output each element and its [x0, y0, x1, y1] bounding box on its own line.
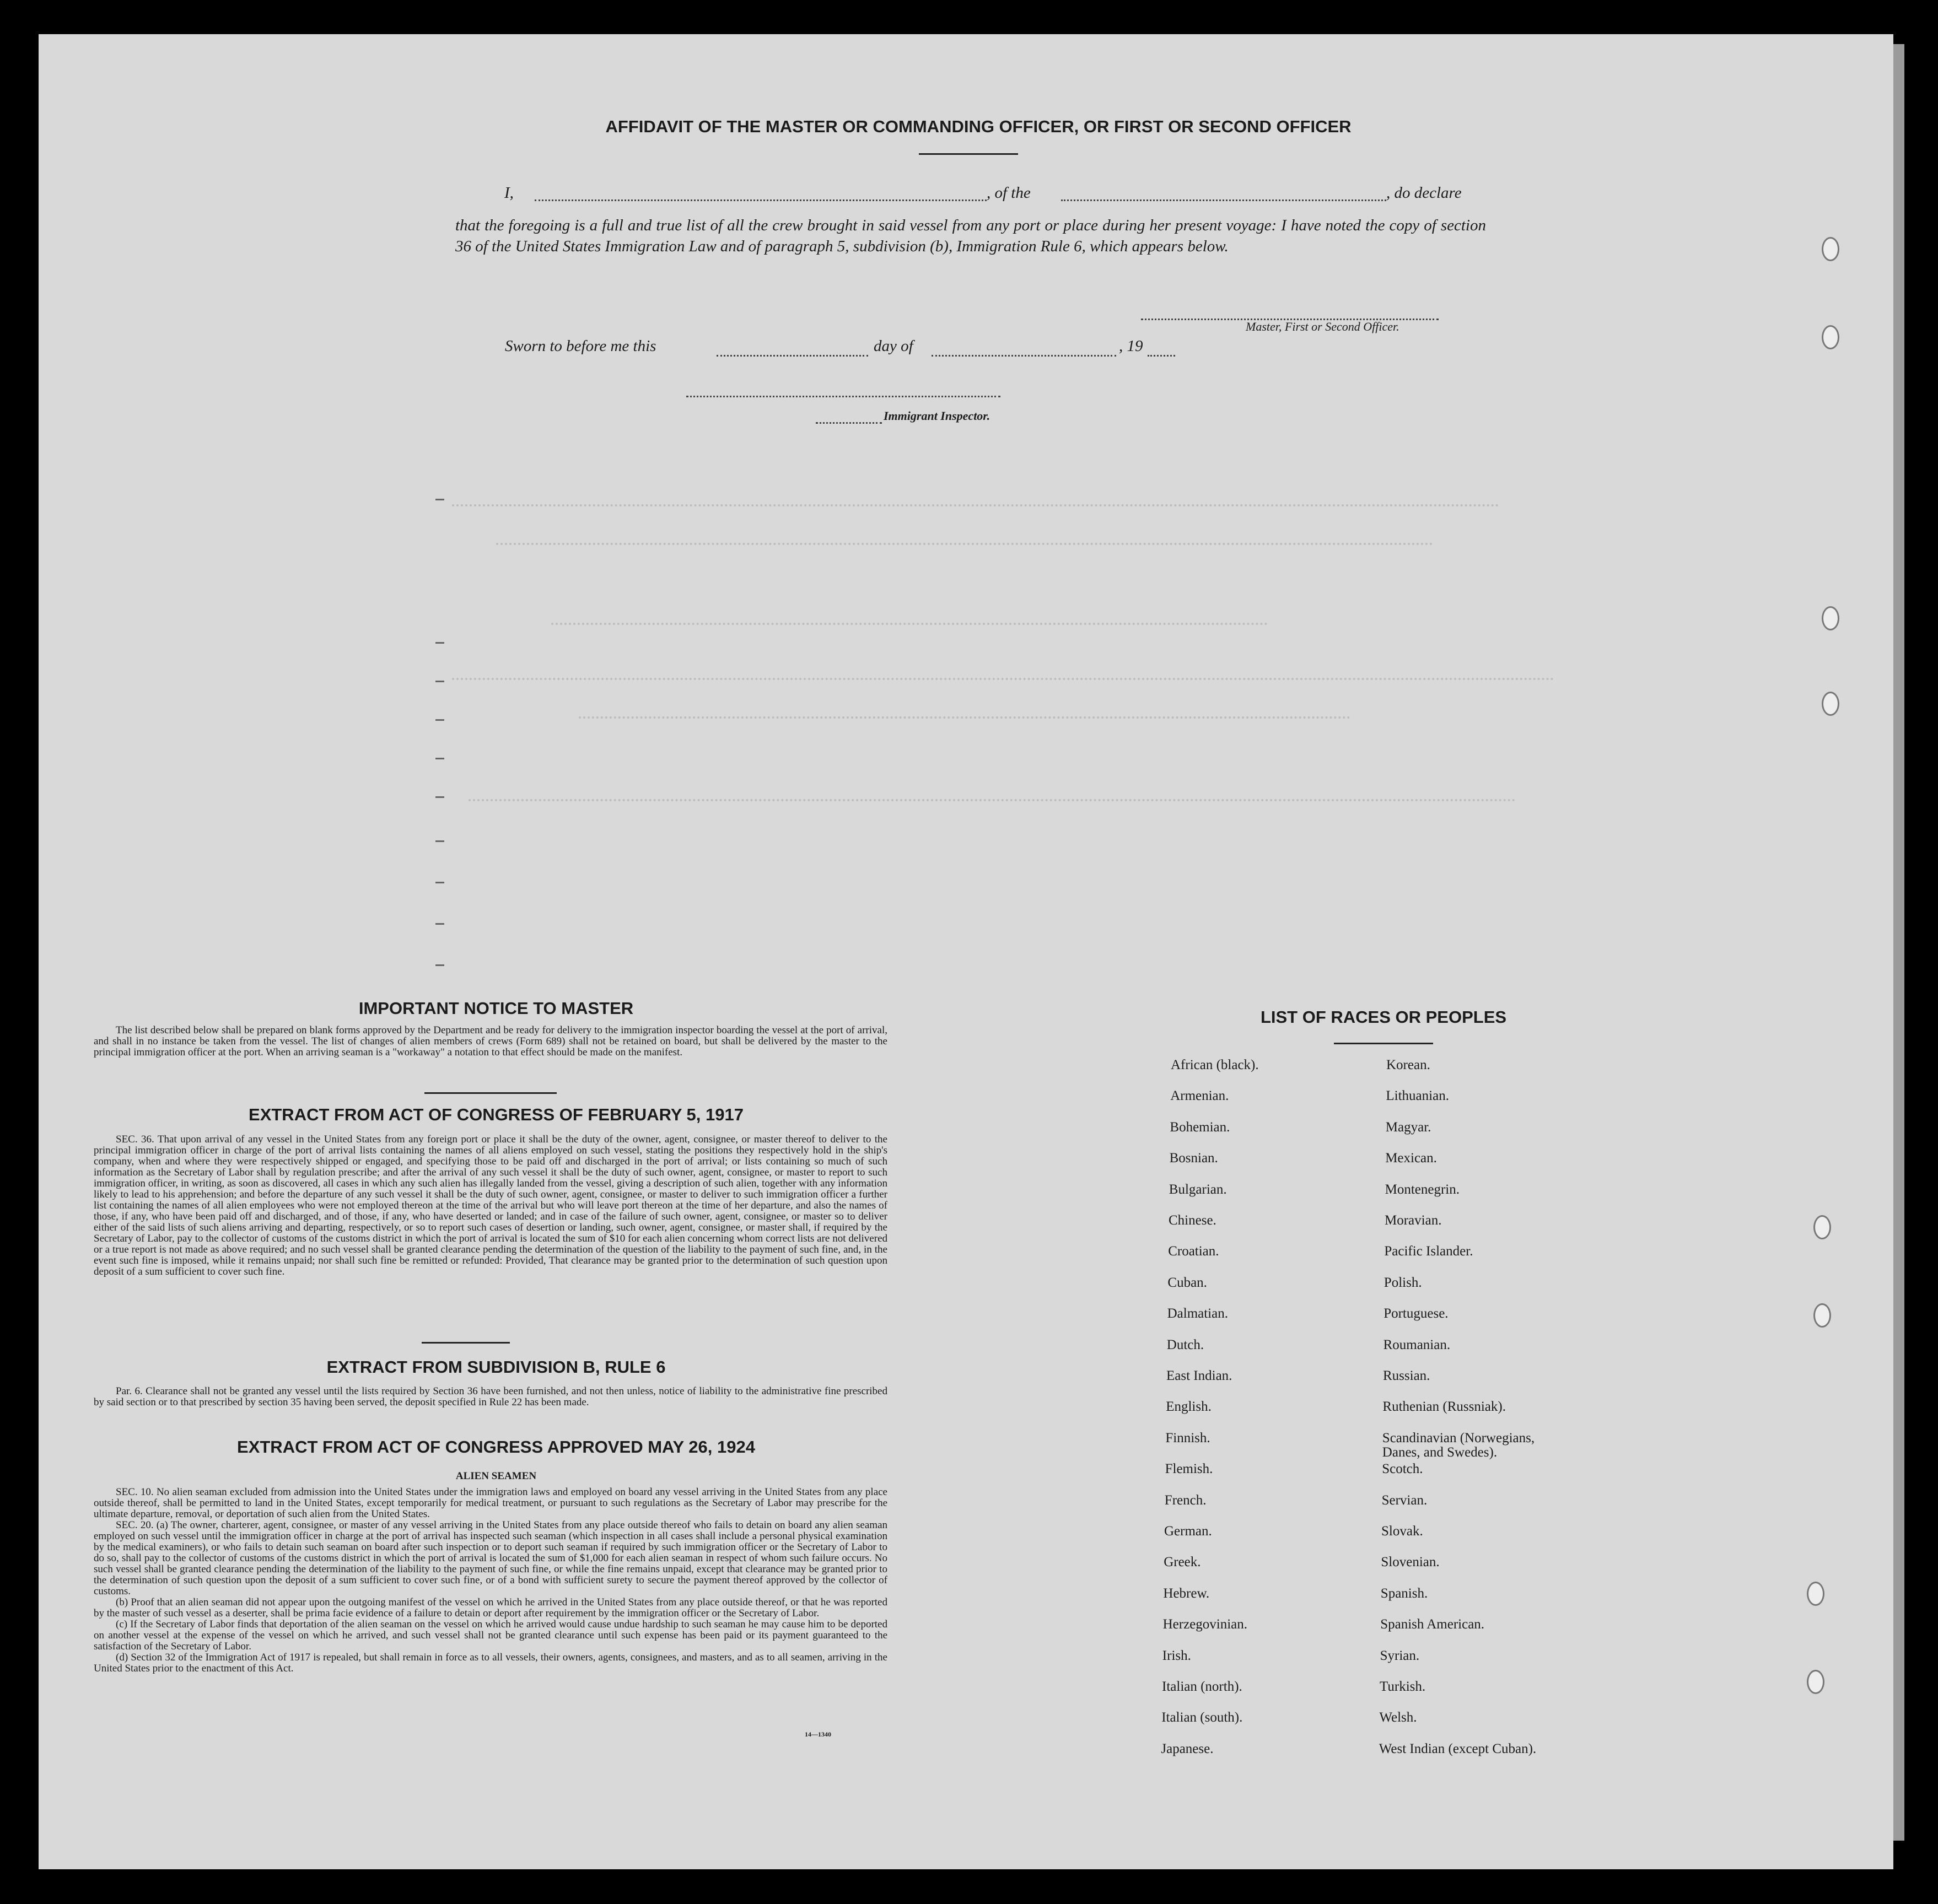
race-item: Scotch. — [1382, 1461, 1423, 1477]
act-1924-text — [94, 1487, 887, 1674]
race-item: Chinese. — [1169, 1213, 1216, 1228]
race-item: Flemish. — [1165, 1461, 1213, 1477]
inspector-blank[interactable] — [686, 396, 1000, 397]
act-1917-text — [94, 1134, 887, 1277]
notice-paragraph: The list described below shall be prepared on blank forms approved by the Department and be ready for delivery to the immigration inspector boarding the vessel at the port of arrival, and shall in no instance be taken from the vessel. The list of changes of alien members of crews (Form 689) shall not be retained on board, but shall be delivered by the master to the principal immigration officer at the port. When an arriving seaman is a "workaway" a notation to that effect should be made on the manifest. — [94, 1024, 887, 1058]
inspector-lead — [816, 422, 882, 424]
race-item: Dalmatian. — [1167, 1306, 1228, 1322]
race-item: Croatian. — [1168, 1244, 1219, 1259]
race-item: Irish. — [1162, 1648, 1191, 1663]
binder-hole — [1822, 325, 1839, 349]
binder-hole — [1813, 1303, 1831, 1328]
year-blank[interactable] — [1148, 355, 1175, 357]
title-rule — [919, 153, 1018, 155]
bleed-through-line — [551, 623, 1268, 625]
race-item: Greek. — [1164, 1555, 1201, 1570]
binder-hole — [1822, 692, 1839, 716]
race-item: East Indian. — [1166, 1368, 1232, 1383]
bleed-through-line — [452, 678, 1554, 680]
race-item: Welsh. — [1379, 1710, 1417, 1725]
binder-hole — [1822, 237, 1839, 261]
race-item: English. — [1166, 1399, 1212, 1415]
race-item: French. — [1164, 1492, 1207, 1508]
section-rule — [424, 1092, 557, 1094]
act-1924-title: EXTRACT FROM ACT OF CONGRESS APPROVED MAY 26, 1924 — [237, 1437, 755, 1457]
race-item: Mexican. — [1385, 1151, 1437, 1166]
race-item: Bohemian. — [1170, 1119, 1230, 1135]
race-item: West Indian (except Cuban). — [1379, 1741, 1537, 1756]
section-rule — [422, 1342, 510, 1344]
race-item: Finnish. — [1165, 1430, 1210, 1445]
race-item: Moravian. — [1385, 1213, 1442, 1228]
sec-36-paragraph: SEC. 36. That upon arrival of any vessel in the United States from any foreign port or place it shall be the duty of the owner, agent, consignee, or master thereof to deliver to the principal immigration officer in charge of the port of arrival lists containing the names of all aliens employed on such vessel, stating the positions they respectively hold in the ship's company, when and where they were respectively shipped or engaged, and specifying those to be paid off and discharged in the port of arrival; or lists containing so much of such information as the Secretary of Labor shall by regulation prescribe; and after the arrival of any such vessel it shall be the duty of such owner, agent, consignee, or master to report to such immigration officer, in writing, as soon as discovered, all cases in which any such alien has illegally landed from the vessel, giving a description of such alien, together with any information likely to lead to his apprehension; and before the departure of any such vessel it shall be the duty of such owner, agent, consignee, or master to deliver to such immigration officer a further list containing the names of all alien employees who were not employed thereon at the time of the arrival but who will leave port thereon at the time of her departure, and also the names of those, if any, who have been paid off and discharged, and of those, if any, who have deserted or landed; and in case of the failure of such owner, agent, consignee, or master so to deliver either of the said lists of such aliens arriving and departing, respectively, or so to report such cases of desertion or landing, such owner, agent, consignee, or master shall, if required by the Secretary of Labor, pay to the collector of customs of the customs district in which the port of arrival is located the sum of $10 for each alien concerning whom correct lists are not delivered or a true report is not made as above required; and no such vessel shall be granted clearance pending the determination of the question of the liability to the payment of such fine, and, in the event such fine is imposed, while it remains unpaid; nor shall such fine be remitted or refunded: Provided, That clearance may be granted prior to the determination of such question upon deposit of a sum sufficient to cover such fine. — [94, 1134, 887, 1277]
notice-text — [94, 1025, 887, 1058]
vessel-blank[interactable] — [1061, 199, 1386, 201]
day-of-label: day of — [874, 337, 913, 355]
inspector-label: Immigrant Inspector. — [884, 409, 990, 423]
par-6-paragraph: Par. 6. Clearance shall not be granted any vessel until the lists required by Section 36 have been furnished, and not then unless, notice of liability to the administrative fine prescribed by said section or to that prescribed by section 35 having been served, the deposit specified in Rule 22 has been made. — [94, 1385, 887, 1408]
affidavit-title: AFFIDAVIT OF THE MASTER OR COMMANDING OFFICER, OR FIRST OR SECOND OFFICER — [605, 117, 1352, 136]
margin-dash — [435, 796, 444, 798]
margin-dash — [435, 964, 444, 966]
bleed-through-line — [496, 543, 1433, 545]
race-item: Roumanian. — [1383, 1337, 1451, 1352]
sec-10-paragraph: SEC. 10. No alien seaman excluded from admission into the United States under the immigration laws and employed on board any vessel arriving in the United States from any place outside thereof, shall be permitted to land in the United States, except temporarily for medical treatment, or pursuant to such regulations as the Secretary of Labor may prescribe for the ultimate departure, removal, or deportation of such alien from the United States. — [94, 1486, 887, 1520]
rule-6-text — [94, 1386, 887, 1408]
race-item: Servian. — [1381, 1492, 1428, 1508]
race-item: African (black). — [1171, 1058, 1259, 1072]
sec-20c-paragraph: (c) If the Secretary of Labor finds that deportation of the alien seaman on the vessel on which he arrived would cause undue hardship to such seaman he may cause him to be deported on another vessel at the expense of the vessel on which he arrived, and such vessel shall not be granted clearance until such expense has been paid or its payment guaranteed to the satisfaction of the Secretary of Labor. — [94, 1619, 887, 1652]
race-item: Slovak. — [1381, 1524, 1423, 1539]
race-item: Dutch. — [1166, 1337, 1204, 1352]
race-item: Turkish. — [1380, 1679, 1426, 1694]
act-1917-title: EXTRACT FROM ACT OF CONGRESS OF FEBRUARY 5, 1917 — [249, 1105, 744, 1124]
race-item: Spanish American. — [1380, 1617, 1485, 1632]
race-item: Portuguese. — [1383, 1306, 1449, 1322]
alien-seamen-subtitle: ALIEN SEAMEN — [455, 1470, 537, 1482]
race-item: Italian (north). — [1162, 1679, 1242, 1694]
race-item: Japanese. — [1161, 1741, 1214, 1756]
race-item: Hebrew. — [1163, 1585, 1210, 1601]
race-item: Syrian. — [1380, 1648, 1420, 1663]
affidavit-i-label: I, — [504, 184, 514, 202]
race-item: Polish. — [1383, 1275, 1422, 1290]
form-number: 14—1340 — [805, 1730, 831, 1738]
race-item: Herzegovinian. — [1162, 1617, 1247, 1632]
race-item: Russian. — [1383, 1368, 1430, 1383]
signature-label: Master, First or Second Officer. — [1246, 320, 1399, 333]
race-item: Korean. — [1386, 1058, 1430, 1072]
sec-20a-paragraph: SEC. 20. (a) The owner, charterer, agent, consignee, or master of any vessel arriving in the United States from any place outside thereof who fails to detain on board any alien seaman employed on such vessel until the immigration officer in charge at the port of arrival has inspected such seaman (which inspection in all cases shall include a personal physical examination by the medical examiners), or who fails to detain such seaman on board after such inspection or to deport such seaman if required by such immigration officer or the Secretary of Labor to do so, shall pay to the collector of customs of the customs district in which the port of arrival is located the sum of $1,000 for each alien seaman in respect of whom such failure occurs. No such vessel shall be granted clearance pending the determination of the liability to the payment of such fine, or while the fine remains unpaid, except that clearance may be granted prior to the determination of such question upon the deposit of a sum sufficient to cover such fine, or of a bond with sufficient surety to secure the payment thereof approved by the collector of customs. — [94, 1519, 887, 1597]
race-item: Montenegrin. — [1385, 1182, 1460, 1197]
month-blank[interactable] — [932, 355, 1116, 357]
affidavit-of-the: , of the — [987, 184, 1031, 202]
bleed-through-line — [452, 504, 1499, 506]
margin-dash — [435, 642, 444, 644]
year-label: , 19 — [1119, 337, 1143, 355]
race-item: Armenian. — [1170, 1088, 1229, 1104]
race-item: Spanish. — [1380, 1585, 1428, 1601]
page-edge — [1893, 44, 1904, 1841]
binder-hole — [1807, 1582, 1824, 1606]
race-item: Pacific Islander. — [1384, 1244, 1473, 1259]
margin-dash — [435, 499, 444, 500]
sworn-day-blank[interactable] — [717, 355, 868, 357]
affidavit-do-declare: , do declare — [1386, 184, 1462, 202]
race-item: Magyar. — [1385, 1119, 1431, 1135]
race-item: Ruthenian (Russniak). — [1382, 1399, 1506, 1415]
affidavit-body: that the foregoing is a full and true list of all the crew brought in said vessel from any port or place during her present voyage: I have noted the copy of section 36 of the United States Immigration Law and of paragraph 5, subdivision (b), Immigration Rule 6, which appears below. — [455, 217, 1486, 255]
sec-20d-paragraph: (d) Section 32 of the Immigration Act of 1917 is repealed, but shall remain in force as to all vessels, their owners, agents, consignees, and masters, and as to all seamen, arriving in the United States prior to the enactment of this Act. — [94, 1652, 887, 1674]
notice-title: IMPORTANT NOTICE TO MASTER — [358, 999, 634, 1018]
name-blank[interactable] — [535, 199, 987, 201]
race-item: Bulgarian. — [1169, 1182, 1227, 1197]
binder-hole — [1822, 606, 1839, 630]
rule-6-title: EXTRACT FROM SUBDIVISION B, RULE 6 — [326, 1357, 666, 1377]
race-item: Scandinavian (Norwegians, Danes, and Swedes). — [1382, 1430, 1535, 1460]
margin-dash — [435, 758, 444, 759]
race-item: German. — [1164, 1524, 1212, 1539]
race-item: Lithuanian. — [1386, 1088, 1449, 1104]
margin-dash — [435, 681, 444, 682]
title-rule — [1334, 1043, 1433, 1044]
margin-dash — [435, 923, 444, 925]
bleed-through-line — [579, 716, 1350, 719]
bleed-through-line — [469, 799, 1516, 801]
sworn-label: Sworn to before me this — [505, 337, 656, 355]
race-item: Slovenian. — [1381, 1555, 1440, 1570]
binder-hole — [1813, 1215, 1831, 1239]
binder-hole — [1807, 1670, 1824, 1694]
races-title: LIST OF RACES OR PEOPLES — [1260, 1007, 1507, 1027]
margin-dash — [435, 840, 444, 842]
race-item: Cuban. — [1167, 1275, 1207, 1290]
margin-dash — [435, 882, 444, 883]
sec-20b-paragraph: (b) Proof that an alien seaman did not appear upon the outgoing manifest of the vessel on which he arrived in the United States from any place outside thereof, or that he was reported by the master of such vessel as a deserter, shall be prima facie evidence of a failure to detain or deport after requirement by the immigration officer or the Secretary of Labor. — [94, 1596, 887, 1619]
race-item: Italian (south). — [1161, 1710, 1243, 1725]
margin-dash — [435, 719, 444, 721]
race-item: Bosnian. — [1169, 1151, 1218, 1166]
